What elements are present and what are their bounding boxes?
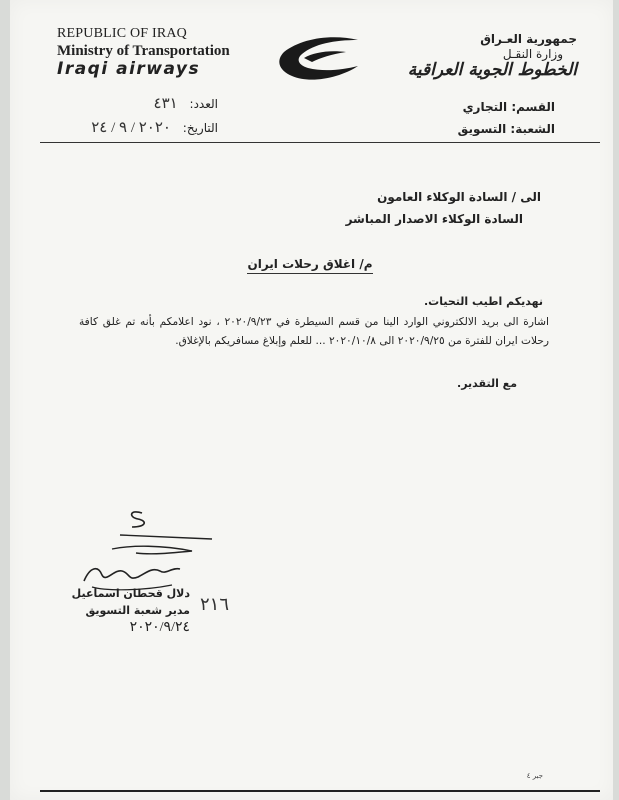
signatory-title: مدير شعبة التسويق	[85, 604, 190, 617]
ar-republic: جمهورية العـراق	[480, 32, 577, 46]
addressee-line-1: الى / السادة الوكلاء العامون	[377, 190, 541, 204]
signature-date: ٢٠٢٠/٩/٢٤	[129, 620, 190, 635]
signatory-name: دلال قحطان اسماعيل	[71, 587, 190, 600]
subject-line	[160, 253, 460, 272]
body-paragraph: اشارة الى بريد الالكتروني الوارد الينا من قسم السيطرة في ٢٠٢٠/٩/٢٣ ، نود اعلامكم بأنه تم غلق كافة رحلات ايران للفترة من ٢٠٢٠/٩/٢٥ الى ٢٠٢٠/١٠/٨ ... للعلم وإبلاغ مسافريكم بالإغلاق.	[79, 316, 549, 347]
en-ministry: Ministry of Transportation	[57, 43, 230, 59]
ar-ministry: وزارة النقـل	[502, 47, 563, 61]
reference-number-row	[18, 92, 218, 116]
letter-page	[10, 0, 613, 800]
handwritten-signature	[72, 505, 242, 595]
department-block	[355, 96, 555, 140]
addressee-line-2: السادة الوكلاء الاصدار المباشر	[345, 212, 523, 226]
footer-note: جبر ٤	[526, 772, 543, 780]
signatory-block	[70, 585, 190, 636]
ar-airline-name: الخطوط الجوية العراقية	[407, 60, 577, 80]
closing: مع التقدير.	[457, 377, 517, 390]
greeting: نهديكم اطيب التحيات.	[424, 295, 543, 308]
english-letterhead	[57, 26, 257, 79]
date-value: ٢٠٢٠ / ٩ / ٢٤	[91, 120, 171, 136]
reference-date-row	[18, 116, 218, 140]
section-line: القسم: التجاري	[462, 100, 555, 114]
reference-block	[18, 92, 218, 140]
en-airline-name: Iraqi airways	[57, 59, 201, 79]
handwritten-number: ٢١٦	[200, 594, 230, 614]
number-value: ٤٣١	[153, 96, 178, 112]
iraqi-airways-bird-logo-icon	[274, 32, 360, 86]
addressee-block	[241, 186, 541, 230]
header-divider	[40, 142, 600, 143]
subject-text: م/ اغلاق رحلات ايران	[247, 257, 372, 274]
number-label: العدد:	[189, 97, 218, 111]
division-line: الشعبة: التسويق	[457, 122, 555, 136]
date-label: التاريخ:	[182, 121, 218, 135]
footer-divider	[40, 790, 600, 792]
arabic-letterhead	[357, 32, 577, 80]
en-republic: REPUBLIC OF IRAQ	[57, 26, 187, 41]
